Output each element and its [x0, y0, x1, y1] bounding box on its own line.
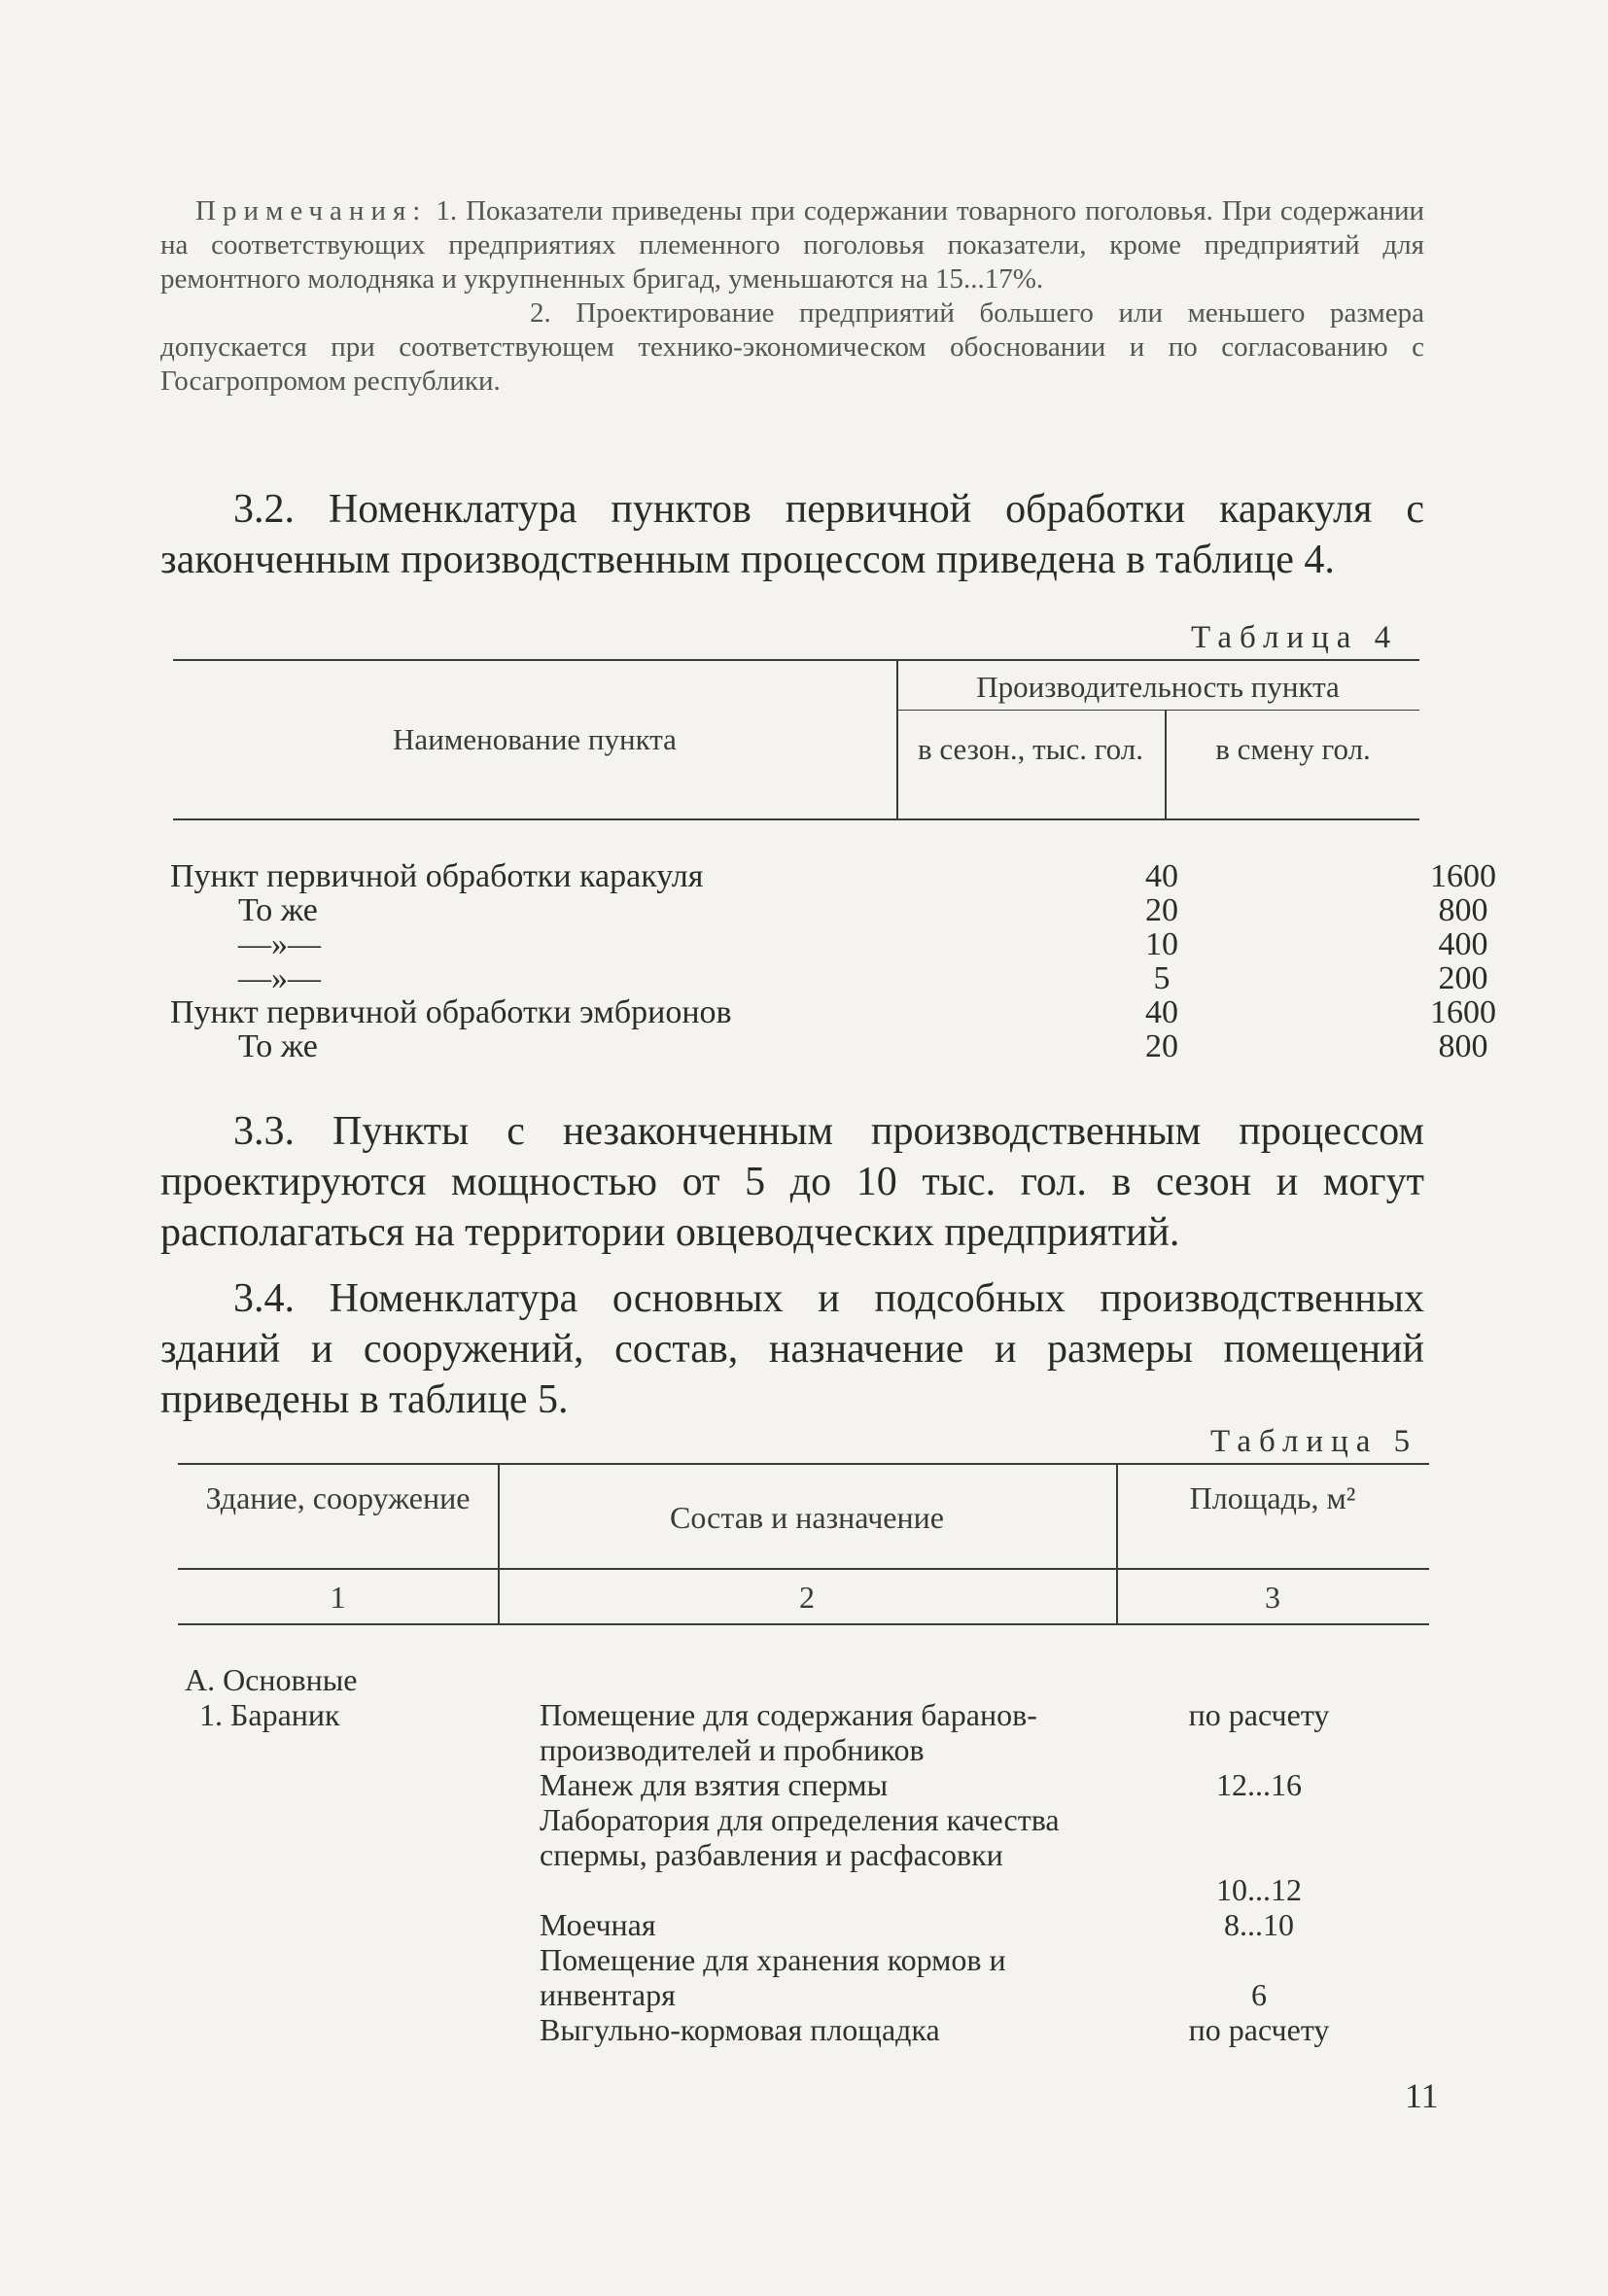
paragraph-3-2 — [160, 484, 1424, 585]
table-4-row-name: —»— — [238, 960, 321, 996]
table-4-row-season: 5 — [1153, 960, 1171, 996]
paragraph-3-2-text: 3.2. Номенклатура пунктов первичной обработки каракуля с законченным производственным процессом приведена в таблице 4. — [160, 487, 1424, 582]
table-4-top-rule — [173, 659, 1419, 661]
table-4-row-name: Пункт первичной обработки каракуля — [170, 858, 704, 894]
table-5-header-rule — [178, 1568, 1429, 1570]
note-2: 2. Проектирование предприятий большего или меньшего размера допускается при соответствующем технико-экономическом обосновании и по согласованию с Госагропромом республики. — [160, 297, 1424, 397]
table-5-num-3: 3 — [1265, 1580, 1280, 1615]
table-5-numbering-rule — [178, 1623, 1429, 1625]
table-5-row-area: 6 — [1251, 1977, 1267, 2012]
paragraph-3-3 — [160, 1106, 1424, 1258]
table-4-caption: Таблица 4 — [1191, 620, 1399, 655]
table-4-divider-2 — [1165, 710, 1167, 818]
table-4-row — [170, 858, 1496, 894]
table-4-row-name: То же — [238, 1028, 318, 1064]
table-4-row — [170, 994, 1496, 1030]
table-5-row-area: по расчету — [1188, 1697, 1330, 1732]
table-4-row-season: 40 — [1145, 994, 1178, 1030]
table-4-row-shift: 400 — [1438, 926, 1488, 962]
table-4-row-season: 20 — [1145, 892, 1178, 928]
table-4-row-name: То же — [238, 892, 318, 928]
paragraph-3-4-text: 3.4. Номенклатура основных и подсобных производственных зданий и сооружений, состав, назначение и размеры помещений приведены в таблице 5. — [160, 1276, 1424, 1422]
table-5-row-area: 8...10 — [1224, 1907, 1294, 1942]
table-5-body — [185, 1662, 1429, 2070]
table-5-caption: Таблица 5 — [1210, 1424, 1418, 1459]
table-4-header-rule — [173, 818, 1419, 820]
table-4-row-season: 40 — [1145, 858, 1178, 894]
table-4-row-shift: 800 — [1438, 1028, 1488, 1064]
table-4-row-shift: 200 — [1438, 960, 1488, 996]
table-5-row-desc: Манеж для взятия спермы — [540, 1767, 889, 1802]
table-5-row-desc: Помещение для хранения кормов и инвентаря — [540, 1942, 1006, 2012]
table-4-row-shift: 1600 — [1430, 994, 1496, 1030]
table-4-group-rule — [896, 710, 1419, 711]
table-5-row-area: 12...16 — [1216, 1767, 1302, 1802]
table-5-row-desc: Лаборатория для определения качества спермы, разбавления и расфасовки — [540, 1802, 1060, 1872]
table-4-row — [170, 1028, 1488, 1064]
table-4-row-shift: 1600 — [1430, 858, 1496, 894]
table-5-row-desc: Моечная — [540, 1907, 656, 1942]
table-5-row-desc: Помещение для содержания баранов-производителей и пробников — [540, 1697, 1037, 1767]
table-4-col-name: Наименование пункта — [393, 722, 677, 756]
notes-label: Примечания: — [195, 195, 428, 226]
table-4-row-season: 20 — [1145, 1028, 1178, 1064]
table-4-row-name: Пункт первичной обработки эмбрионов — [170, 994, 732, 1030]
table-4-row — [170, 960, 1488, 996]
table-4-row-season: 10 — [1145, 926, 1178, 962]
notes-block — [160, 194, 1424, 399]
table-5-col-composition: Состав и назначение — [670, 1500, 944, 1535]
table-5-num-1: 1 — [330, 1580, 346, 1615]
paragraph-3-4 — [160, 1273, 1424, 1425]
table-5-col-area: Площадь, м² — [1189, 1480, 1356, 1515]
table-5-row-area: 10...12 — [1216, 1872, 1302, 1907]
note-1: 1. Показатели приведены при содержании товарного поголовья. При содержании на соответствующих предприятиях племенного поголовья показатели, кроме предприятий для ремонтного молодняка и укрупненных бригад, уменьшаются на 15...17%. — [160, 195, 1424, 295]
table-4-col-season: в сезон., тыс. гол. — [918, 732, 1143, 766]
paragraph-3-3-text: 3.3. Пункты с незаконченным производственным процессом проектируются мощностью от 5 до 10 тыс. гол. в сезон и могут располагаться на территории овцеводческих предприятий. — [160, 1109, 1424, 1255]
table-5-top-rule — [178, 1463, 1429, 1465]
table-4-col-shift: в смену гол. — [1215, 732, 1371, 766]
table-5-row-desc: Выгульно-кормовая площадка — [540, 2012, 940, 2047]
table-4-row-name: —»— — [238, 926, 321, 962]
table-5-section-a: А. Основные — [185, 1662, 358, 1697]
table-5-col-building: Здание, сооружение — [205, 1480, 471, 1515]
table-4-col-group: Производительность пункта — [976, 670, 1340, 704]
page-number: 11 — [1405, 2076, 1439, 2115]
table-4-row-shift: 800 — [1438, 892, 1488, 928]
table-4-row — [170, 892, 1488, 928]
table-5-item-1: 1. Бараник — [199, 1697, 340, 1732]
table-4-row — [170, 926, 1488, 962]
table-5-num-2: 2 — [799, 1580, 815, 1615]
table-5-row-area: по расчету — [1188, 2012, 1330, 2047]
